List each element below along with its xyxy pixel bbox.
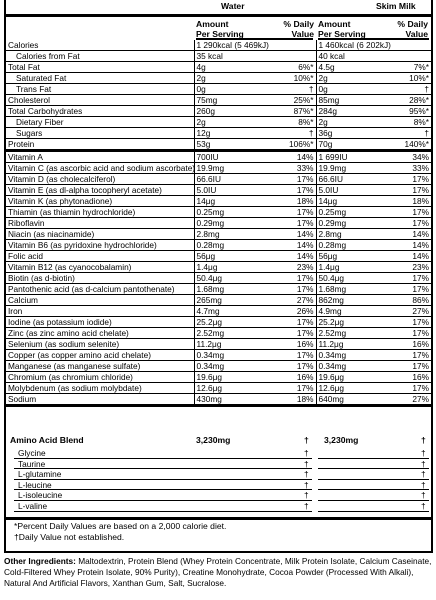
water-daily-value: 17%	[254, 350, 316, 361]
milk-amount: 14μg	[316, 196, 373, 207]
milk-amount: 1.4μg	[316, 262, 373, 273]
water-daily-value: 17%	[254, 383, 316, 394]
nutrient-row	[6, 84, 431, 95]
water-daily-value: 18%	[254, 394, 316, 406]
milk-amount: 5.0IU	[316, 185, 373, 196]
water-amount: 25.2μg	[194, 317, 254, 328]
water-daily-value: 27%	[254, 295, 316, 306]
milk-daily-value: 17%	[373, 207, 431, 218]
nutrient-name: Folic acid	[6, 251, 194, 262]
nutrient-name: Niacin (as niacinamide)	[6, 229, 194, 240]
water-daily-value: 17%	[254, 361, 316, 372]
nutrient-row	[6, 218, 431, 229]
milk-amount: 284g	[316, 106, 373, 117]
water-amount: 0.25mg	[194, 207, 254, 218]
nutrient-row	[6, 95, 431, 106]
nutrient-row	[6, 273, 431, 284]
daily-value-header: % Daily Value	[283, 19, 314, 39]
milk-daily-value: 18%	[373, 196, 431, 207]
milk-amount: 0g	[316, 84, 373, 95]
nutrient-name: Pantothenic acid (as d-calcium pantothenate)	[6, 284, 194, 295]
water-amount: 4g	[194, 62, 254, 73]
milk-daily-value: 17%	[373, 317, 431, 328]
nutrient-name: Total Fat	[6, 62, 194, 73]
column-titles	[6, 0, 431, 14]
nutrient-row	[6, 372, 431, 383]
nutrient-row	[6, 350, 431, 361]
water-amount: 35 kcal	[194, 51, 254, 62]
water-daily-value: 10%*	[254, 73, 316, 84]
amount-header-2: Amount Per Serving	[318, 19, 366, 39]
blend-item-dagger: †	[421, 458, 426, 469]
nutrient-row	[6, 196, 431, 207]
milk-daily-value: 17%	[373, 284, 431, 295]
amount-header: Amount Per Serving	[196, 19, 244, 39]
milk-daily-value: 17%	[373, 350, 431, 361]
milk-daily-value: 23%	[373, 262, 431, 273]
water-daily-value: 8%*	[254, 117, 316, 128]
blend-name: Amino Acid Blend	[10, 435, 84, 445]
water-amount: 0.34mg	[194, 361, 254, 372]
milk-daily-value: 16%	[373, 372, 431, 383]
water-daily-value: 18%	[254, 196, 316, 207]
nutrient-row	[6, 207, 431, 218]
water-daily-value: 14%	[254, 151, 316, 163]
nutrient-row	[6, 229, 431, 240]
water-daily-value: 87%*	[254, 106, 316, 117]
nutrient-name: Vitamin D (as cholecalciferol)	[6, 174, 194, 185]
nutrient-row	[6, 40, 431, 51]
water-amount: 700IU	[194, 151, 254, 163]
nutrient-name: Vitamin K (as phytonadione)	[6, 196, 194, 207]
blend-item	[6, 501, 431, 512]
blend-item	[6, 490, 431, 501]
water-amount: 1.4μg	[194, 262, 254, 273]
milk-amount: 19.9mg	[316, 163, 373, 174]
water-amount: 2.8mg	[194, 229, 254, 240]
blend-item-dagger: †	[304, 501, 309, 511]
milk-daily-value: 17%	[373, 383, 431, 394]
nutrient-row	[6, 106, 431, 117]
daily-value-header-2: % Daily Value	[397, 19, 428, 39]
blend-header	[6, 434, 431, 447]
nutrient-row	[6, 185, 431, 196]
water-daily-value: 14%	[254, 251, 316, 262]
water-amount: 66.6IU	[194, 174, 254, 185]
blend-item-dagger: †	[304, 479, 309, 490]
milk-amount: 1 699IU	[316, 151, 373, 163]
milk-amount: 2g	[316, 73, 373, 84]
milk-daily-value: 95%*	[373, 106, 431, 117]
milk-daily-value: 17%	[373, 273, 431, 284]
milk-daily-value: 14%	[373, 229, 431, 240]
water-daily-value: 26%	[254, 306, 316, 317]
milk-daily-value: 17%	[373, 328, 431, 339]
nutrient-row	[6, 394, 431, 406]
nutrient-name: Iodine (as potassium iodide)	[6, 317, 194, 328]
nutrient-row	[6, 339, 431, 350]
water-amount: 265mg	[194, 295, 254, 306]
nutrient-name: Zinc (as zinc amino acid chelate)	[6, 328, 194, 339]
col1-title: Water	[221, 1, 245, 11]
milk-daily-value: 33%	[373, 163, 431, 174]
milk-amount: 0.25mg	[316, 207, 373, 218]
water-daily-value: 25%*	[254, 95, 316, 106]
milk-amount: 4.9mg	[316, 306, 373, 317]
milk-daily-value: 140%*	[373, 139, 431, 151]
nutrient-row	[6, 383, 431, 394]
water-amount: 19.6μg	[194, 372, 254, 383]
nutrient-row	[6, 139, 431, 151]
milk-daily-value: 27%	[373, 394, 431, 406]
milk-daily-value: 17%	[373, 185, 431, 196]
water-amount: 2g	[194, 73, 254, 84]
nutrient-row	[6, 151, 431, 163]
milk-amount: 25.2μg	[316, 317, 373, 328]
nutrient-name: Calcium	[6, 295, 194, 306]
water-daily-value: 23%	[254, 262, 316, 273]
water-amount: 12.6μg	[194, 383, 254, 394]
nutrient-name: Sugars	[6, 128, 194, 139]
blend-item-dagger: †	[421, 469, 426, 480]
water-amount: 260g	[194, 106, 254, 117]
column-header	[6, 14, 431, 40]
milk-amount: 862mg	[316, 295, 373, 306]
blend-item-dagger: †	[304, 469, 309, 480]
water-amount: 75mg	[194, 95, 254, 106]
milk-amount: 12.6μg	[316, 383, 373, 394]
blend-v2: 3,230mg	[324, 435, 359, 445]
nutrient-name: Dietary Fiber	[6, 117, 194, 128]
nutrient-row	[6, 117, 431, 128]
nutrient-row	[6, 306, 431, 317]
water-amount: 0.28mg	[194, 240, 254, 251]
milk-daily-value: 86%	[373, 295, 431, 306]
milk-daily-value: 28%*	[373, 95, 431, 106]
blend-item-dagger: †	[421, 490, 426, 501]
nutrient-name: Manganese (as manganese sulfate)	[6, 361, 194, 372]
water-amount: 1.68mg	[194, 284, 254, 295]
nutrient-name: Vitamin B6 (as pyridoxine hydrochloride)	[6, 240, 194, 251]
water-amount: 0.29mg	[194, 218, 254, 229]
col2-title: Skim Milk	[376, 1, 416, 11]
water-daily-value: 17%	[254, 328, 316, 339]
milk-daily-value: 8%*	[373, 117, 431, 128]
nutrient-row	[6, 361, 431, 372]
water-daily-value: 17%	[254, 185, 316, 196]
milk-daily-value: 27%	[373, 306, 431, 317]
milk-amount: 0.28mg	[316, 240, 373, 251]
milk-daily-value: 17%	[373, 361, 431, 372]
blend-item	[6, 459, 431, 470]
water-amount: 14μg	[194, 196, 254, 207]
footnote-daily-values: *Percent Daily Values are based on a 2,000 calorie diet.	[14, 521, 227, 531]
nutrient-row	[6, 328, 431, 339]
milk-daily-value: 14%	[373, 251, 431, 262]
blend-d2: †	[421, 435, 426, 445]
water-amount: 2g	[194, 117, 254, 128]
nutrient-row	[6, 163, 431, 174]
water-daily-value: 17%	[254, 284, 316, 295]
milk-amount: 85mg	[316, 95, 373, 106]
other-ingredients	[4, 556, 432, 589]
nutrient-name: Vitamin E (as dl-alpha tocopheryl acetate)	[6, 185, 194, 196]
water-daily-value: 17%	[254, 174, 316, 185]
milk-daily-value: †	[373, 128, 431, 139]
milk-daily-value: †	[373, 84, 431, 95]
milk-amount: 56μg	[316, 251, 373, 262]
water-daily-value: 16%	[254, 372, 316, 383]
water-daily-value: 14%	[254, 229, 316, 240]
water-amount: 19.9mg	[194, 163, 254, 174]
footnote-divider	[6, 517, 431, 520]
nutrient-row	[6, 128, 431, 139]
nutrient-name: Thiamin (as thiamin hydrochloride)	[6, 207, 194, 218]
water-daily-value: †	[254, 84, 316, 95]
blend-d1: †	[304, 435, 309, 445]
water-amount: 53g	[194, 139, 254, 151]
blend-item-dagger: †	[304, 490, 309, 501]
milk-daily-value: 10%*	[373, 73, 431, 84]
milk-amount: 70g	[316, 139, 373, 151]
nutrient-name: Vitamin B12 (as cyanocobalamin)	[6, 262, 194, 273]
blend-item-name: Glycine	[18, 448, 46, 458]
nutrient-row	[6, 317, 431, 328]
nutrient-name: Protein	[6, 139, 194, 151]
nutrient-name: Total Carbohydrates	[6, 106, 194, 117]
nutrient-name: Calories	[6, 40, 194, 51]
blend-item	[6, 448, 431, 459]
milk-amount: 40 kcal	[316, 51, 373, 62]
water-daily-value: 106%*	[254, 139, 316, 151]
water-daily-value: 33%	[254, 163, 316, 174]
blend-item-dagger: †	[421, 448, 426, 458]
water-amount: 5.0IU	[194, 185, 254, 196]
nutrient-name: Cholesterol	[6, 95, 194, 106]
milk-amount: 50.4μg	[316, 273, 373, 284]
milk-amount: 2g	[316, 117, 373, 128]
water-amount: 1 290kcal (5 469kJ)	[194, 40, 254, 51]
nutrient-row	[6, 284, 431, 295]
water-daily-value: 17%	[254, 273, 316, 284]
water-amount: 4.7mg	[194, 306, 254, 317]
milk-amount: 11.2μg	[316, 339, 373, 350]
nutrient-row	[6, 62, 431, 73]
water-daily-value: 17%	[254, 207, 316, 218]
nutrient-name: Chromium (as chromium chloride)	[6, 372, 194, 383]
nutrient-name: Copper (as copper amino acid chelate)	[6, 350, 194, 361]
nutrient-row	[6, 262, 431, 273]
blend-item-dagger: †	[421, 479, 426, 490]
blend-item-dagger: †	[304, 448, 309, 458]
nutrient-name: Biotin (as d-biotin)	[6, 273, 194, 284]
blend-v1: 3,230mg	[196, 435, 231, 445]
nutrient-row	[6, 51, 431, 62]
nutrient-name: Vitamin A	[6, 151, 194, 163]
milk-amount: 2.52mg	[316, 328, 373, 339]
nutrient-row	[6, 73, 431, 84]
water-amount: 2.52mg	[194, 328, 254, 339]
nutrient-name: Sodium	[6, 394, 194, 406]
nutrition-facts-panel	[4, 0, 433, 553]
nutrient-name: Saturated Fat	[6, 73, 194, 84]
water-amount: 0g	[194, 84, 254, 95]
milk-amount: 0.34mg	[316, 350, 373, 361]
milk-amount: 19.6μg	[316, 372, 373, 383]
water-amount: 0.34mg	[194, 350, 254, 361]
blend-item-name: L-valine	[18, 501, 48, 511]
nutrient-row	[6, 251, 431, 262]
blend-item-name: Taurine	[18, 458, 46, 469]
milk-amount: 640mg	[316, 394, 373, 406]
water-daily-value: †	[254, 128, 316, 139]
milk-amount: 4.5g	[316, 62, 373, 73]
nutrient-row	[6, 174, 431, 185]
milk-daily-value	[373, 51, 431, 62]
milk-daily-value: 16%	[373, 339, 431, 350]
blend-item	[6, 469, 431, 480]
nutrient-table	[6, 40, 431, 407]
milk-amount: 0.29mg	[316, 218, 373, 229]
nutrient-row	[6, 240, 431, 251]
blend-item-dagger: †	[304, 458, 309, 469]
water-daily-value: 14%	[254, 240, 316, 251]
blend-item-name: L-isoleucine	[18, 490, 63, 501]
milk-daily-value: 7%*	[373, 62, 431, 73]
nutrient-name: Vitamin C (as ascorbic acid and sodium ascorbate)	[8, 163, 196, 174]
other-ingredients-label: Other Ingredients:	[4, 556, 76, 566]
blend-item-name: L-leucine	[18, 479, 52, 490]
water-amount: 50.4μg	[194, 273, 254, 284]
footnotes	[14, 521, 226, 543]
blend-item-dagger: †	[421, 501, 426, 511]
milk-daily-value: 17%	[373, 174, 431, 185]
water-amount: 56μg	[194, 251, 254, 262]
nutrient-name: Selenium (as sodium selenite)	[6, 339, 194, 350]
milk-amount: 36g	[316, 128, 373, 139]
milk-daily-value: 34%	[373, 151, 431, 163]
water-daily-value: 16%	[254, 339, 316, 350]
milk-daily-value: 17%	[373, 218, 431, 229]
water-amount: 12g	[194, 128, 254, 139]
milk-amount: 66.6IU	[316, 174, 373, 185]
nutrient-name: Iron	[6, 306, 194, 317]
water-daily-value: 17%	[254, 317, 316, 328]
water-amount: 430mg	[194, 394, 254, 406]
water-daily-value: 17%	[254, 218, 316, 229]
milk-amount: 0.34mg	[316, 361, 373, 372]
milk-amount: 2.8mg	[316, 229, 373, 240]
milk-daily-value: 14%	[373, 240, 431, 251]
nutrient-name: Trans Fat	[6, 84, 194, 95]
blend-item	[6, 480, 431, 491]
water-daily-value	[254, 51, 316, 62]
nutrient-name: Riboflavin	[6, 218, 194, 229]
other-ingredients-text: Maltodextrin, Protein Blend (Whey Protein Concentrate, Milk Protein Isolate, Calcium Caseinate, Cold-Filtered Whey Protein Isolate, 90% Purity), Creatine Monohydrate, Cocoa Powder (Processed With Alkali), Natural And Artificial Flavors, Xanthan Gum, Salt, Sucralose.	[4, 556, 432, 588]
milk-amount: 1 460kcal (6 202kJ)	[316, 40, 373, 51]
nutrient-name: Calories from Fat	[6, 51, 194, 62]
blend-item-name: L-glutamine	[18, 469, 62, 480]
milk-amount: 1.68mg	[316, 284, 373, 295]
nutrient-row	[6, 295, 431, 306]
water-amount: 11.2μg	[194, 339, 254, 350]
water-daily-value: 6%*	[254, 62, 316, 73]
nutrient-name: Molybdenum (as sodium molybdate)	[6, 383, 194, 394]
footnote-dagger: †Daily Value not established.	[14, 532, 125, 542]
